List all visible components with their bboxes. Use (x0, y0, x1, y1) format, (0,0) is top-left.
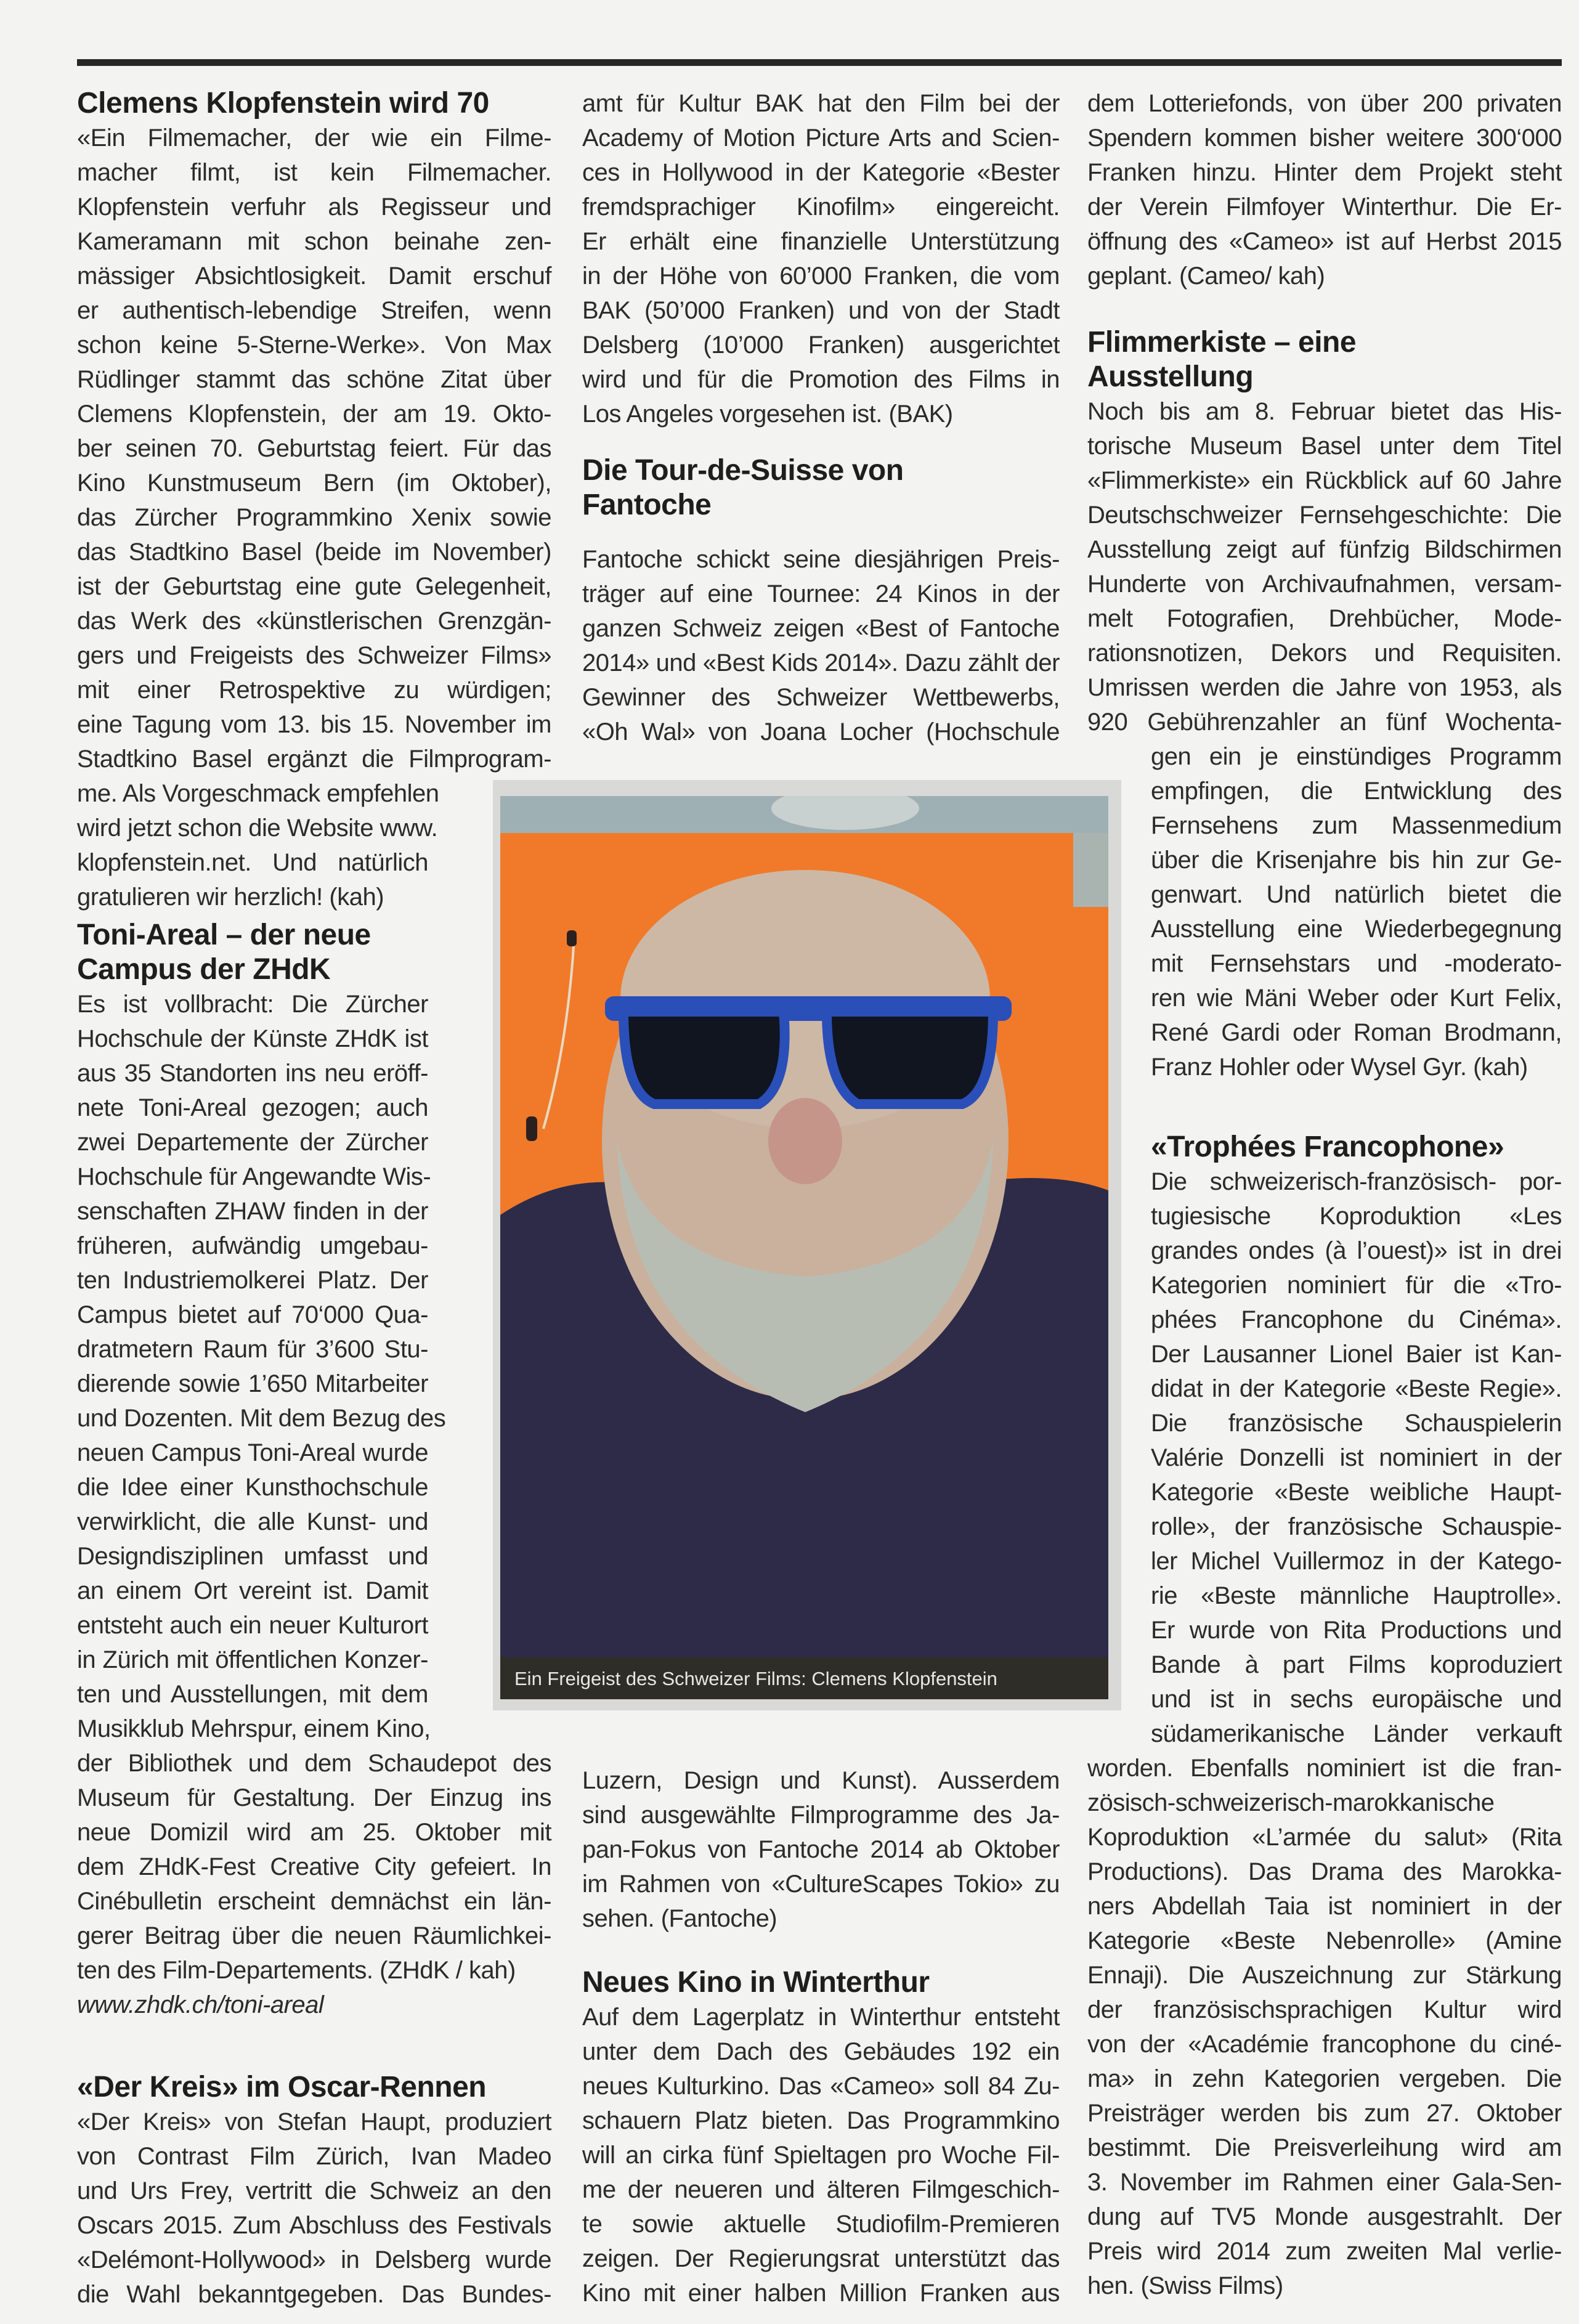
body-line: didat in der Kategorie «Beste Regie». (1151, 1375, 1562, 1402)
body-line: Ennaji). Die Auszeichnung zur Stärkung (1087, 1962, 1562, 1989)
body-line: dung auf TV5 Monde ausgestrahlt. Der (1087, 2203, 1562, 2230)
body-line: Er erhält eine finanzielle Unterstützung (582, 228, 1060, 255)
body-line: mässiger Absichtlosigkeit. Damit erschuf (77, 262, 551, 290)
body-line: Fantoche schickt seine diesjährigen Preis- (582, 546, 1060, 573)
body-line: von der «Académie francophone du ciné- (1087, 2031, 1562, 2058)
body-line: 3. November im Rahmen einer Gala-Sen- (1087, 2169, 1562, 2196)
body-line: klopfenstein.net. Und natürlich (77, 849, 428, 876)
body-line: neuen Campus Toni-Areal wurde (77, 1439, 428, 1466)
body-line: verwirklicht, die alle Kunst- und (77, 1508, 428, 1535)
body-line: phées Francophone du Cinéma». (1151, 1306, 1562, 1333)
body-line: Rüdlinger stammt das schöne Zitat über (77, 366, 551, 393)
body-line: gen ein je einstündiges Programm (1151, 743, 1562, 770)
body-line: Valérie Donzelli ist nominiert in der (1151, 1444, 1562, 1471)
body-line: Bande à part Films koproduziert (1151, 1651, 1562, 1678)
body-line: Kategorie «Beste weibliche Haupt- (1151, 1479, 1562, 1506)
body-line: in Zürich mit öffentlichen Konzer- (77, 1646, 428, 1673)
body-line: will an cirka fünf Spieltagen pro Woche Fil- (582, 2142, 1060, 2169)
body-line: der Verein Filmfoyer Winterthur. Die Er- (1087, 193, 1562, 221)
body-line: te sowie aktuelle Studiofilm-Premieren (582, 2211, 1060, 2238)
body-line: Productions). Das Drama des Marokka- (1087, 1858, 1562, 1885)
body-line: Los Angeles vorgesehen ist. (BAK) (582, 400, 953, 428)
body-line: über die Krisenjahre bis hin zur Ge- (1151, 847, 1562, 874)
body-line: das Werk des «künstlerischen Grenzgän- (77, 607, 551, 635)
body-line: Ausstellung zeigt auf fünfzig Bildschirmen (1087, 536, 1562, 563)
body-line: wird und für die Promotion des Films in (582, 366, 1060, 393)
body-line: mit einer Retrospektive zu würdigen; (77, 676, 551, 704)
article-link: www.zhdk.ch/toni-areal (77, 1991, 324, 2018)
body-line: bestimmt. Die Preisverleihung wird am (1087, 2134, 1562, 2161)
body-line: die Wahl bekanntgegeben. Das Bundes- (77, 2281, 551, 2308)
body-line: ganzen Schweiz zeigen «Best of Fantoche (582, 615, 1060, 642)
body-line: das Stadtkino Basel (beide im November) (77, 538, 551, 566)
body-line: und Urs Frey, vertritt die Schweiz an den (77, 2177, 551, 2204)
body-line: macher filmt, ist kein Filmemacher. (77, 159, 551, 186)
portrait-illustration (500, 796, 1108, 1699)
body-line: Kategorie «Beste Nebenrolle» (Amine (1087, 1927, 1562, 1954)
article-title: Toni-Areal – der neue (77, 919, 371, 951)
article-title: Neues Kino in Winterthur (582, 1966, 930, 1999)
body-line: Preis wird 2014 zum zweiten Mal verlie- (1087, 2238, 1562, 2265)
body-line: torische Museum Basel unter dem Titel (1087, 433, 1562, 460)
body-line: geplant. (Cameo/ kah) (1087, 262, 1325, 290)
body-line: 920 Gebührenzahler an fünf Wochenta- (1087, 709, 1562, 736)
article-title: «Der Kreis» im Oscar-Rennen (77, 2071, 487, 2103)
body-line: ist der Geburtstag eine gute Gelegenheit, (77, 573, 551, 600)
body-line: Koproduktion «L’armée du salut» (Rita (1087, 1824, 1562, 1851)
body-line: aus 35 Standorten ins neu eröff- (77, 1060, 428, 1087)
body-line: Clemens Klopfenstein, der am 19. Okto- (77, 400, 551, 428)
body-line: Campus bietet auf 70‘000 Qua- (77, 1301, 428, 1328)
body-line: Deutschschweizer Fernsehgeschichte: Die (1087, 502, 1562, 529)
body-line: dem Lotteriefonds, von über 200 privaten (1087, 90, 1562, 117)
body-line: südamerikanische Länder verkauft (1151, 1720, 1562, 1747)
body-line: «Delémont-Hollywood» in Delsberg wurde (77, 2246, 551, 2273)
body-line: Klopfenstein verfuhr als Regisseur und (77, 193, 551, 221)
body-line: entsteht auch ein neuer Kulturort (77, 1612, 428, 1639)
body-line: me der neueren und älteren Filmgeschich- (582, 2176, 1060, 2203)
body-line: Musikklub Mehrspur, einem Kino, (77, 1715, 431, 1742)
article-title: Clemens Klopfenstein wird 70 (77, 87, 489, 120)
body-line: das Zürcher Programmkino Xenix sowie (77, 504, 551, 531)
body-line: Umrissen werden die Jahre von 1953, als (1087, 674, 1562, 701)
body-line: Designdisziplinen umfasst und (77, 1543, 428, 1570)
body-line: von Contrast Film Zürich, Ivan Madeo (77, 2143, 551, 2170)
body-line: Academy of Motion Picture Arts and Scien- (582, 124, 1060, 152)
body-line: 2014» und «Best Kids 2014». Dazu zählt der (582, 649, 1060, 676)
body-line: sind ausgewählte Filmprogramme des Ja- (582, 1802, 1060, 1829)
body-line: er authentisch-lebendige Streifen, wenn (77, 297, 551, 324)
body-line: René Gardi oder Roman Brodmann, (1151, 1019, 1562, 1046)
body-line: zeigen. Der Regierungsrat unterstützt das (582, 2245, 1060, 2272)
body-line: Preisträger werden bis zum 27. Oktober (1087, 2100, 1562, 2127)
body-line: ten und Ausstellungen, mit dem (77, 1681, 428, 1708)
body-line: dierende sowie 1’650 Mitarbeiter (77, 1370, 428, 1397)
body-line: rolle», der französische Schauspie- (1151, 1513, 1562, 1540)
article-title: «Trophées Francophone» (1151, 1131, 1504, 1163)
article-title: Fantoche (582, 489, 712, 521)
body-line: und Dozenten. Mit dem Bezug des (77, 1405, 446, 1432)
body-line: hen. (Swiss Films) (1087, 2272, 1283, 2299)
body-line: gratulieren wir herzlich! (kah) (77, 884, 384, 911)
body-line: Oscars 2015. Zum Abschluss des Festivals (77, 2212, 551, 2239)
body-line: dem ZHdK-Fest Creative City gefeiert. In (77, 1853, 551, 1880)
article-title: Campus der ZHdK (77, 953, 331, 986)
body-line: Delsberg (10’000 Franken) ausgerichtet (582, 331, 1060, 359)
body-line: schauern Platz bieten. Das Programmkino (582, 2107, 1060, 2134)
body-line: Hochschule der Künste ZHdK ist (77, 1025, 428, 1052)
body-line: öffnung des «Cameo» ist auf Herbst 2015 (1087, 228, 1562, 255)
body-line: empfingen, die Entwicklung des (1151, 778, 1562, 805)
body-line: ces in Hollywood in der Kategorie «Bester (582, 159, 1060, 186)
body-line: Hochschule für Angewandte Wis- (77, 1163, 431, 1190)
body-line: Auf dem Lagerplatz in Winterthur entsteht (582, 2004, 1060, 2031)
body-line: gerer Beitrag über die neuen Räumlichkei- (77, 1922, 551, 1949)
body-line: genwart. Und natürlich bietet die (1151, 881, 1562, 908)
body-line: der französischsprachigen Kultur wird (1087, 1996, 1562, 2023)
body-line: unter dem Dach des Gebäudes 192 ein (582, 2038, 1060, 2065)
body-line: zösisch-schweizerisch-marokkanische (1087, 1789, 1495, 1816)
body-line: Es ist vollbracht: Die Zürcher (77, 991, 428, 1018)
body-line: nete Toni-Areal gezogen; auch (77, 1094, 428, 1121)
body-line: dratmetern Raum für 3’600 Stu- (77, 1336, 428, 1363)
body-line: ler Michel Vuillermoz in der Katego- (1151, 1548, 1562, 1575)
body-line: Kino Kunstmuseum Bern (im Oktober), (77, 469, 551, 497)
body-line: ten Industriemolkerei Platz. Der (77, 1267, 428, 1294)
article-title: Flimmerkiste – eine (1087, 326, 1357, 359)
body-line: Luzern, Design und Kunst). Ausserdem (582, 1767, 1060, 1794)
body-line: neues Kulturkino. Das «Cameo» soll 84 Zu- (582, 2073, 1060, 2100)
body-line: pan-Fokus von Fantoche 2014 ab Oktober (582, 1836, 1060, 1863)
body-line: gers und Freigeists des Schweizer Films» (77, 642, 551, 669)
body-line: Cinébulletin erscheint demnächst ein län- (77, 1888, 551, 1915)
portrait-photo (500, 796, 1108, 1699)
body-line: me. Als Vorgeschmack empfehlen (77, 780, 439, 807)
body-line: worden. Ebenfalls nominiert ist die fran- (1087, 1755, 1562, 1782)
body-line: Stadtkino Basel ergänzt die Filmprogram- (77, 746, 551, 773)
body-line: im Rahmen von «CultureScapes Tokio» zu (582, 1871, 1060, 1898)
top-rule (77, 59, 1562, 66)
body-line: und ist in sechs europäische und (1151, 1686, 1562, 1713)
body-line: sehen. (Fantoche) (582, 1905, 777, 1932)
body-line: ma» in zehn Kategorien vergeben. Die (1087, 2065, 1562, 2092)
body-line: Er wurde von Rita Productions und (1151, 1617, 1562, 1644)
body-line: schon keine 5-Sterne-Werke». Von Max (77, 331, 551, 359)
body-line: wird jetzt schon die Website www. (77, 815, 438, 842)
body-line: eine Tagung vom 13. bis 15. November im (77, 711, 551, 738)
body-line: träger auf eine Tournee: 24 Kinos in der (582, 580, 1060, 607)
body-line: neue Domizil wird am 25. Oktober mit (77, 1819, 551, 1846)
body-line: amt für Kultur BAK hat den Film bei der (582, 90, 1060, 117)
body-line: Die schweizerisch-französisch- por- (1151, 1168, 1562, 1195)
body-line: Kameramann mit schon beinahe zen- (77, 228, 551, 255)
body-line: ber seinen 70. Geburtstag feiert. Für das (77, 435, 551, 462)
body-line: «Flimmerkiste» ein Rückblick auf 60 Jahre (1087, 467, 1562, 494)
body-line: Kategorien nominiert für die «Tro- (1151, 1272, 1562, 1299)
body-line: Ausstellung eine Wiederbegegnung (1151, 916, 1562, 943)
photo-caption: Ein Freigeist des Schweizer Films: Clemens Klopfenstein (514, 1668, 997, 1689)
body-line: rationsnotizen, Dekors und Requisiten. (1087, 640, 1562, 667)
body-line: ten des Film-Departements. (ZHdK / kah) (77, 1957, 516, 1984)
body-line: mit Fernsehstars und -moderato- (1151, 950, 1562, 977)
body-line: Spendern kommen bisher weitere 300‘000 (1087, 124, 1562, 152)
body-line: «Oh Wal» von Joana Locher (Hochschule (582, 718, 1060, 746)
body-line: früheren, aufwändig umgebau- (77, 1232, 428, 1259)
body-line: der Bibliothek und dem Schaudepot des (77, 1750, 551, 1777)
body-line: «Ein Filmemacher, der wie ein Filme- (77, 124, 551, 152)
article-title: Die Tour-de-Suisse von (582, 454, 904, 487)
body-line: ren wie Mäni Weber oder Kurt Felix, (1151, 985, 1562, 1012)
body-line: an einem Ort vereint ist. Damit (77, 1577, 428, 1604)
body-line: Gewinner des Schweizer Wettbewerbs, (582, 684, 1060, 711)
body-line: rie «Beste männliche Hauptrolle». (1151, 1582, 1562, 1609)
body-line: fremdsprachiger Kinofilm» eingereicht. (582, 193, 1060, 221)
body-line: zwei Departemente der Zürcher (77, 1129, 428, 1156)
body-line: Museum für Gestaltung. Der Einzug ins (77, 1784, 551, 1811)
body-line: grandes ondes (à l’ouest)» ist in drei (1151, 1237, 1562, 1264)
body-line: Fernsehens zum Massenmedium (1151, 812, 1562, 839)
body-line: Noch bis am 8. Februar bietet das His- (1087, 398, 1562, 425)
body-line: die Idee einer Kunsthochschule (77, 1474, 428, 1501)
body-line: Der Lausanner Lionel Baier ist Kan- (1151, 1341, 1562, 1368)
body-line: tugiesische Koproduktion «Les (1151, 1203, 1562, 1230)
body-line: ners Abdellah Taia ist nominiert in der (1087, 1893, 1562, 1920)
body-line: melt Fotografien, Drehbücher, Mode- (1087, 605, 1562, 632)
body-line: Franz Hohler oder Wysel Gyr. (kah) (1151, 1054, 1528, 1081)
body-line: «Der Kreis» von Stefan Haupt, produziert (77, 2108, 551, 2135)
body-line: senschaften ZHAW finden in der (77, 1198, 428, 1225)
article-title: Ausstellung (1087, 360, 1254, 393)
body-line: BAK (50’000 Franken) und von der Stadt (582, 297, 1060, 324)
body-line: Franken hinzu. Hinter dem Projekt steht (1087, 159, 1562, 186)
body-line: Kino mit einer halben Million Franken aus (582, 2280, 1060, 2307)
body-line: Hunderte von Archivaufnahmen, versam- (1087, 571, 1562, 598)
body-line: in der Höhe von 60’000 Franken, die vom (582, 262, 1060, 290)
body-line: Die französische Schauspielerin (1151, 1410, 1562, 1437)
